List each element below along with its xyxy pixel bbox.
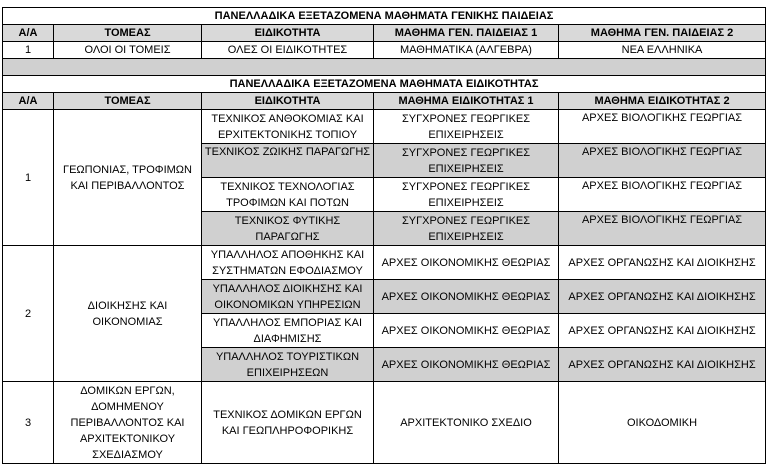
course-cell: ΑΡΧΕΣ ΒΙΟΛΟΓΙΚΗΣ ΓΕΩΡΓΙΑΣ — [559, 178, 766, 212]
table-row — [3, 246, 766, 280]
section-spacer — [3, 59, 766, 76]
specialty-cell: ΤΕΧΝΙΚΟΣ ΖΩΙΚΗΣ ΠΑΡΑΓΩΓΗΣ — [202, 144, 374, 178]
col-header-aa: Α/Α — [3, 93, 54, 110]
col-header-general-course-2: ΜΑΘΗΜΑ ΓΕΝ. ΠΑΙΔΕΙΑΣ 2 — [559, 25, 766, 42]
specialty-cell: ΥΠΑΛΛΗΛΟΣ ΑΠΟΘΗΚΗΣ ΚΑΙ ΣΥΣΤΗΜΑΤΩΝ ΕΦΟΔΙΑΣΜΟΥ — [202, 246, 374, 280]
course-cell: ΟΙΚΟΔΟΜΙΚΗ — [559, 382, 766, 464]
course-cell: ΑΡΧΙΤΕΚΤΟΝΙΚΟ ΣΧΕΔΙΟ — [374, 382, 559, 464]
course-cell: ΑΡΧΕΣ ΟΙΚΟΝΟΜΙΚΗΣ ΘΕΩΡΙΑΣ — [374, 348, 559, 382]
specialty-section-title: ΠΑΝΕΛΛΑΔΙΚΑ ΕΞΕΤΑΖΟΜΕΝΑ ΜΑΘΗΜΑΤΑ ΕΙΔΙΚΟΤΗΤΑΣ — [3, 76, 766, 93]
specialty-cell: ΥΠΑΛΛΗΛΟΣ ΔΙΟΙΚΗΣΗΣ ΚΑΙ ΟΙΚΟΝΟΜΙΚΩΝ ΥΠΗΡΕΣΙΩΝ — [202, 280, 374, 314]
course-cell: ΜΑΘΗΜΑΤΙΚΑ (ΑΛΓΕΒΡΑ) — [374, 42, 559, 59]
table-row — [3, 42, 766, 59]
row-number: 2 — [3, 246, 54, 382]
course-cell: ΣΥΓΧΡΟΝΕΣ ΓΕΩΡΓΙΚΕΣ ΕΠΙΧΕΙΡΗΣΕΙΣ — [374, 212, 559, 246]
specialty-cell: ΤΕΧΝΙΚΟΣ ΦΥΤΙΚΗΣ ΠΑΡΑΓΩΓΗΣ — [202, 212, 374, 246]
general-header-row — [3, 25, 766, 42]
col-header-specialty: ΕΙΔΙΚΟΤΗΤΑ — [202, 25, 374, 42]
course-cell: ΑΡΧΕΣ ΟΙΚΟΝΟΜΙΚΗΣ ΘΕΩΡΙΑΣ — [374, 314, 559, 348]
row-number: 3 — [3, 382, 54, 464]
col-header-specialty-course-2: ΜΑΘΗΜΑ ΕΙΔΙΚΟΤΗΤΑΣ 2 — [559, 93, 766, 110]
table-row — [3, 110, 766, 144]
specialty-cell: ΤΕΧΝΙΚΟΣ ΑΝΘΟΚΟΜΙΑΣ ΚΑΙ ΕΡΧΙΤΕΚΤΟΝΙΚΗΣ ΤΟΠΙΟΥ — [202, 110, 374, 144]
sector-cell: ΔΟΜΙΚΩΝ ΕΡΓΩΝ, ΔΟΜΗΜΕΝΟΥ ΠΕΡΙΒΑΛΛΟΝΤΟΣ ΚΑΙ ΑΡΧΙΤΕΚΤΟΝΙΚΟΥ ΣΧΕΔΙΑΣΜΟΥ — [54, 382, 202, 464]
course-cell: ΑΡΧΕΣ ΟΙΚΟΝΟΜΙΚΗΣ ΘΕΩΡΙΑΣ — [374, 280, 559, 314]
col-header-general-course-1: ΜΑΘΗΜΑ ΓΕΝ. ΠΑΙΔΕΙΑΣ 1 — [374, 25, 559, 42]
specialty-cell: ΟΛΕΣ ΟΙ ΕΙΔΙΚΟΤΗΤΕΣ — [202, 42, 374, 59]
col-header-sector: ΤΟΜΕΑΣ — [54, 93, 202, 110]
course-cell: ΑΡΧΕΣ ΟΡΓΑΝΩΣΗΣ ΚΑΙ ΔΙΟΙΚΗΣΗΣ — [559, 314, 766, 348]
course-cell: ΝΕΑ ΕΛΛΗΝΙΚΑ — [559, 42, 766, 59]
course-cell: ΑΡΧΕΣ ΟΙΚΟΝΟΜΙΚΗΣ ΘΕΩΡΙΑΣ — [374, 246, 559, 280]
course-cell: ΑΡΧΕΣ ΟΡΓΑΝΩΣΗΣ ΚΑΙ ΔΙΟΙΚΗΣΗΣ — [559, 280, 766, 314]
course-cell: ΑΡΧΕΣ ΟΡΓΑΝΩΣΗΣ ΚΑΙ ΔΙΟΙΚΗΣΗΣ — [559, 246, 766, 280]
col-header-aa: Α/Α — [3, 25, 54, 42]
spacer-cell — [3, 59, 766, 76]
course-cell: ΑΡΧΕΣ ΒΙΟΛΟΓΙΚΗΣ ΓΕΩΡΓΙΑΣ — [559, 110, 766, 144]
specialty-header-row — [3, 93, 766, 110]
specialty-cell: ΤΕΧΝΙΚΟΣ ΔΟΜΙΚΩΝ ΕΡΓΩΝ ΚΑΙ ΓΕΩΠΛΗΡΟΦΟΡΙΚΗΣ — [202, 382, 374, 464]
course-cell: ΣΥΓΧΡΟΝΕΣ ΓΕΩΡΓΙΚΕΣ ΕΠΙΧΕΙΡΗΣΕΙΣ — [374, 110, 559, 144]
exam-courses-table — [2, 7, 766, 464]
row-number: 1 — [3, 42, 54, 59]
course-cell: ΣΥΓΧΡΟΝΕΣ ΓΕΩΡΓΙΚΕΣ ΕΠΙΧΕΙΡΗΣΕΙΣ — [374, 144, 559, 178]
course-cell: ΑΡΧΕΣ ΒΙΟΛΟΓΙΚΗΣ ΓΕΩΡΓΙΑΣ — [559, 144, 766, 178]
row-number: 1 — [3, 110, 54, 246]
sector-cell: ΔΙΟΙΚΗΣΗΣ ΚΑΙ ΟΙΚΟΝΟΜΙΑΣ — [54, 246, 202, 382]
course-cell: ΑΡΧΕΣ ΟΡΓΑΝΩΣΗΣ ΚΑΙ ΔΙΟΙΚΗΣΗΣ — [559, 348, 766, 382]
course-cell: ΑΡΧΕΣ ΒΙΟΛΟΓΙΚΗΣ ΓΕΩΡΓΙΑΣ — [559, 212, 766, 246]
col-header-specialty: ΕΙΔΙΚΟΤΗΤΑ — [202, 93, 374, 110]
sector-cell: ΟΛΟΙ ΟΙ ΤΟΜΕΙΣ — [54, 42, 202, 59]
specialty-cell: ΥΠΑΛΛΗΛΟΣ ΕΜΠΟΡΙΑΣ ΚΑΙ ΔΙΑΦΗΜΙΣΗΣ — [202, 314, 374, 348]
col-header-specialty-course-1: ΜΑΘΗΜΑ ΕΙΔΙΚΟΤΗΤΑΣ 1 — [374, 93, 559, 110]
general-section-title: ΠΑΝΕΛΛΑΔΙΚΑ ΕΞΕΤΑΖΟΜΕΝΑ ΜΑΘΗΜΑΤΑ ΓΕΝΙΚΗΣ ΠΑΙΔΕΙΑΣ — [3, 8, 766, 25]
col-header-sector: ΤΟΜΕΑΣ — [54, 25, 202, 42]
course-cell: ΣΥΓΧΡΟΝΕΣ ΓΕΩΡΓΙΚΕΣ ΕΠΙΧΕΙΡΗΣΕΙΣ — [374, 178, 559, 212]
table-row — [3, 382, 766, 464]
sector-cell: ΓΕΩΠΟΝΙΑΣ, ΤΡΟΦΙΜΩΝ ΚΑΙ ΠΕΡΙΒΑΛΛΟΝΤΟΣ — [54, 110, 202, 246]
specialty-cell: ΤΕΧΝΙΚΟΣ ΤΕΧΝΟΛΟΓΙΑΣ ΤΡΟΦΙΜΩΝ ΚΑΙ ΠΟΤΩΝ — [202, 178, 374, 212]
specialty-cell: ΥΠΑΛΛΗΛΟΣ ΤΟΥΡΙΣΤΙΚΩΝ ΕΠΙΧΕΙΡΗΣΕΩΝ — [202, 348, 374, 382]
